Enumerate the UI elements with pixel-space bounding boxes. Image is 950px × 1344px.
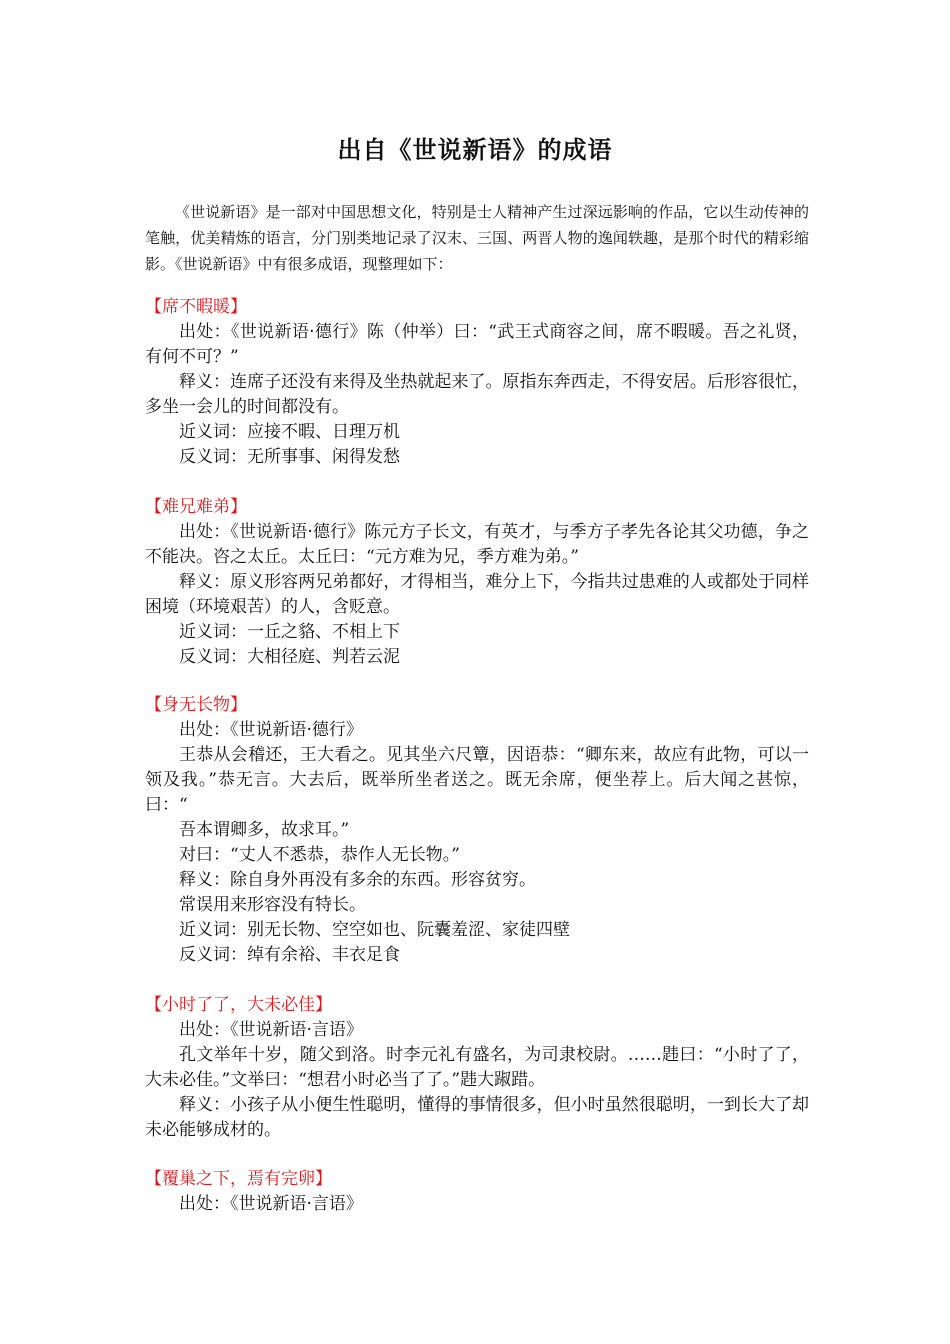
idiom-heading: 【难兄难弟】: [145, 497, 247, 517]
entry-meaning: 释义：除自身外再没有多余的东西。形容贫穷。: [179, 870, 536, 890]
idiom-heading: 【覆巢之下，焉有完卵】: [145, 1169, 332, 1189]
idiom-heading: 【身无长物】: [145, 695, 247, 715]
entry-synonyms: 近义词：应接不暇、日理万机: [179, 422, 400, 442]
entry-meaning: 释义：连席子还没有来得及坐热就起来了。原指东奔西走，不得安居。后形容很忙，多坐一会儿的时间都没有。: [145, 372, 809, 417]
idiom-entry: [145, 693, 809, 968]
entry-meaning: 释义：原义形容两兄弟都好，才得相当，难分上下，今指共过患难的人或都处于同样困境（环境艰苦）的人，含贬意。: [145, 572, 809, 617]
idiom-entry: [145, 295, 809, 470]
entry-synonyms: 近义词：一丘之貉、不相上下: [179, 622, 400, 642]
entry-source: 出处：《世说新语·言语》: [179, 1194, 363, 1214]
idiom-entry: [145, 495, 809, 670]
entry-source: 出处：《世说新语·德行》: [179, 720, 363, 740]
entry-meaning: 释义：小孩子从小便生性聪明，懂得的事情很多，但小时虽然很聪明，一到长大了却未必能够成材的。: [145, 1095, 809, 1140]
idiom-heading: 【小时了了，大未必佳】: [145, 995, 332, 1015]
entry-source: 出处：《世说新语·德行》陈元方子长文，有英才，与季方子孝先各论其父功德，争之不能决。咨之太丘。太丘曰：“元方难为兄，季方难为弟。”: [145, 522, 809, 567]
page-title: 出自《世说新语》的成语: [337, 135, 613, 164]
entry-antonyms: 反义词：大相径庭、判若云泥: [179, 647, 400, 667]
entry-synonyms: 近义词：别无长物、空空如也、阮囊羞涩、家徒四壁: [179, 920, 570, 940]
entry-source: 出处：《世说新语·德行》陈（仲举）曰：“武王式商容之间，席不暇暖。吾之礼贤，有何不可？”: [145, 322, 809, 367]
entry-note: 常误用来形容没有特长。: [179, 895, 366, 915]
intro-paragraph: 《世说新语》是一部对中国思想文化，特别是士人精神产生过深远影响的作品，它以生动传神的笔触，优美精炼的语言，分门别类地记录了汉末、三国、两晋人物的逸闻轶趣，是那个时代的精彩缩影。《世说新语》中有很多成语，现整理如下：: [145, 203, 809, 273]
entry-antonyms: 反义词：绰有余裕、丰衣足食: [179, 945, 400, 965]
entry-source: 出处：《世说新语·言语》: [179, 1020, 363, 1040]
entry-story: 孔文举年十岁，随父到洛。时李元礼有盛名，为司隶校尉。……韪曰：“小时了了，大未必佳。”文举曰：“想君小时必当了了。”韪大踧踖。: [145, 1045, 809, 1090]
idiom-entry: [145, 993, 809, 1143]
entry-reply: 对曰：“丈人不悉恭，恭作人无长物。”: [179, 845, 460, 865]
entry-antonyms: 反义词：无所事事、闲得发愁: [179, 447, 400, 467]
idiom-heading: 【席不暇暖】: [145, 297, 247, 317]
entry-story-continued: 吾本谓卿多，故求耳。”: [179, 820, 350, 840]
entry-story: 王恭从会稽还，王大看之。见其坐六尺簟，因语恭：“卿东来，故应有此物，可以一领及我。”恭无言。大去后，既举所坐者送之。既无余席，便坐荐上。后大闻之甚惊，曰：“: [145, 745, 809, 815]
idiom-entry: [145, 1167, 809, 1217]
